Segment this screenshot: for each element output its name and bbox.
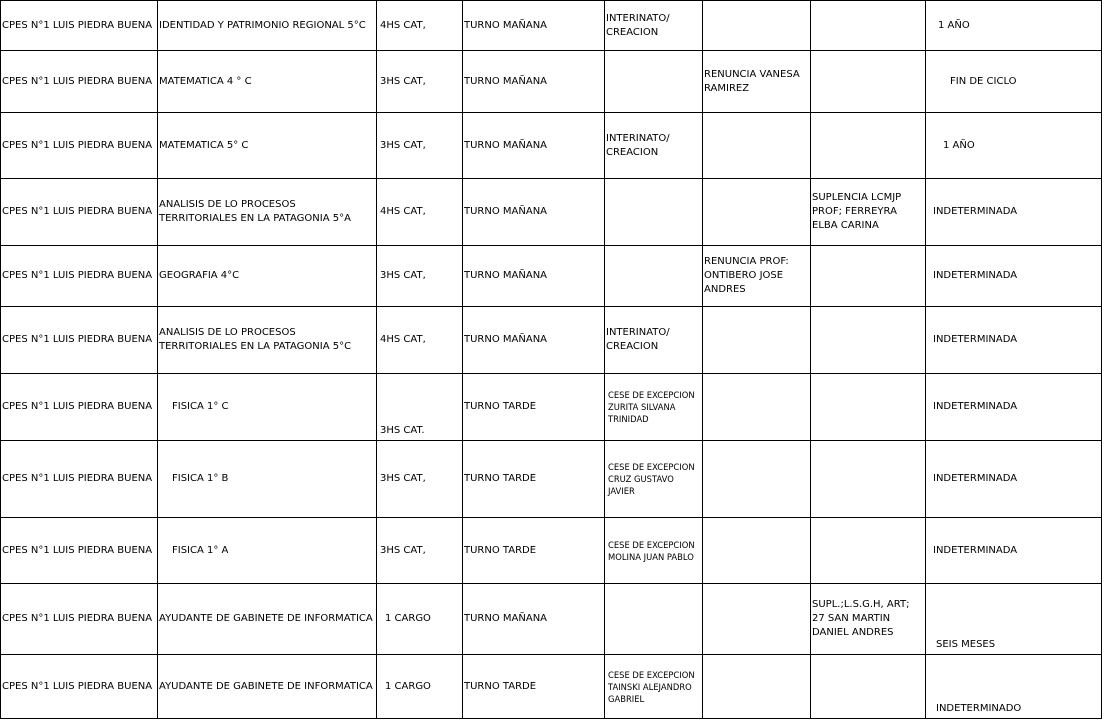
table-row <box>1 655 1102 719</box>
resignation-cell <box>703 655 811 719</box>
substitute-cell <box>811 1 926 51</box>
shift-cell: TURNO TARDE <box>463 441 605 518</box>
reason-cell: CESE DE EXCEPCION TAINSKI ALEJANDRO GABRIEL <box>605 655 703 719</box>
hours-cell: 4HS CAT, <box>377 179 463 246</box>
duration-cell: INDETERMINADA <box>926 246 1102 307</box>
resignation-cell: RENUNCIA VANESA RAMIREZ <box>703 51 811 113</box>
resignation-cell <box>703 518 811 584</box>
subject-cell: ANALISIS DE LO PROCESOS TERRITORIALES EN LA PATAGONIA 5°A <box>158 179 377 246</box>
subject-cell: FISICA 1° C <box>158 374 377 441</box>
shift-cell: TURNO MAÑANA <box>463 51 605 113</box>
subject-cell: MATEMATICA 4 ° C <box>158 51 377 113</box>
table-row <box>1 374 1102 441</box>
hours-cell: 4HS CAT, <box>377 1 463 51</box>
hours-cell: 3HS CAT, <box>377 113 463 179</box>
shift-cell: TURNO MAÑANA <box>463 246 605 307</box>
subject-cell: IDENTIDAD Y PATRIMONIO REGIONAL 5°C <box>158 1 377 51</box>
table-row <box>1 51 1102 113</box>
table-row <box>1 179 1102 246</box>
duration-cell: FIN DE CICLO <box>926 51 1102 113</box>
shift-cell: TURNO MAÑANA <box>463 1 605 51</box>
reason-cell: INTERINATO/ CREACION <box>605 307 703 374</box>
subject-cell: ANALISIS DE LO PROCESOS TERRITORIALES EN LA PATAGONIA 5°C <box>158 307 377 374</box>
resignation-cell <box>703 113 811 179</box>
duration-cell: SEIS MESES <box>926 584 1102 655</box>
hours-cell: 3HS CAT. <box>377 374 463 441</box>
school-cell: CPES N°1 LUIS PIEDRA BUENA <box>1 1 158 51</box>
substitute-cell: SUPLENCIA LCMJP PROF; FERREYRA ELBA CARINA <box>811 179 926 246</box>
shift-cell: TURNO MAÑANA <box>463 179 605 246</box>
table-row <box>1 307 1102 374</box>
substitute-cell <box>811 113 926 179</box>
duration-cell: INDETERMINADA <box>926 441 1102 518</box>
subject-cell: MATEMATICA 5° C <box>158 113 377 179</box>
school-cell: CPES N°1 LUIS PIEDRA BUENA <box>1 246 158 307</box>
reason-cell <box>605 51 703 113</box>
reason-cell <box>605 246 703 307</box>
duration-cell: INDETERMINADA <box>926 374 1102 441</box>
substitute-cell <box>811 246 926 307</box>
reason-cell: CESE DE EXCEPCION ZURITA SILVANA TRINIDAD <box>605 374 703 441</box>
shift-cell: TURNO MAÑANA <box>463 113 605 179</box>
resignation-cell <box>703 441 811 518</box>
hours-cell: 4HS CAT, <box>377 307 463 374</box>
duration-cell: 1 AÑO <box>926 113 1102 179</box>
reason-cell: CESE DE EXCEPCION MOLINA JUAN PABLO <box>605 518 703 584</box>
shift-cell: TURNO TARDE <box>463 374 605 441</box>
duration-cell: INDETERMINADA <box>926 518 1102 584</box>
table-row <box>1 518 1102 584</box>
subject-cell: AYUDANTE DE GABINETE DE INFORMATICA <box>158 655 377 719</box>
shift-cell: TURNO TARDE <box>463 518 605 584</box>
substitute-cell: SUPL.;L.S.G.H, ART; 27 SAN MARTIN DANIEL ANDRES <box>811 584 926 655</box>
shift-cell: TURNO TARDE <box>463 655 605 719</box>
table-row <box>1 113 1102 179</box>
school-cell: CPES N°1 LUIS PIEDRA BUENA <box>1 51 158 113</box>
reason-cell: CESE DE EXCEPCION CRUZ GUSTAVO JAVIER <box>605 441 703 518</box>
reason-cell <box>605 584 703 655</box>
duration-cell: INDETERMINADO <box>926 655 1102 719</box>
resignation-cell <box>703 1 811 51</box>
school-cell: CPES N°1 LUIS PIEDRA BUENA <box>1 518 158 584</box>
resignation-cell <box>703 307 811 374</box>
hours-cell: 3HS CAT, <box>377 246 463 307</box>
shift-cell: TURNO MAÑANA <box>463 307 605 374</box>
school-cell: CPES N°1 LUIS PIEDRA BUENA <box>1 655 158 719</box>
school-cell: CPES N°1 LUIS PIEDRA BUENA <box>1 441 158 518</box>
resignation-cell: RENUNCIA PROF: ONTIBERO JOSE ANDRES <box>703 246 811 307</box>
school-cell: CPES N°1 LUIS PIEDRA BUENA <box>1 179 158 246</box>
hours-cell: 3HS CAT, <box>377 518 463 584</box>
substitute-cell <box>811 374 926 441</box>
reason-cell <box>605 179 703 246</box>
table-row <box>1 246 1102 307</box>
table-row <box>1 584 1102 655</box>
hours-cell: 1 CARGO <box>377 584 463 655</box>
resignation-cell <box>703 374 811 441</box>
reason-cell: INTERINATO/ CREACION <box>605 113 703 179</box>
shift-cell: TURNO MAÑANA <box>463 584 605 655</box>
substitute-cell <box>811 307 926 374</box>
subject-cell: AYUDANTE DE GABINETE DE INFORMATICA <box>158 584 377 655</box>
table-row <box>1 1 1102 51</box>
resignation-cell <box>703 179 811 246</box>
school-cell: CPES N°1 LUIS PIEDRA BUENA <box>1 584 158 655</box>
school-cell: CPES N°1 LUIS PIEDRA BUENA <box>1 307 158 374</box>
hours-cell: 3HS CAT, <box>377 51 463 113</box>
substitute-cell <box>811 441 926 518</box>
school-cell: CPES N°1 LUIS PIEDRA BUENA <box>1 374 158 441</box>
school-cell: CPES N°1 LUIS PIEDRA BUENA <box>1 113 158 179</box>
reason-cell: INTERINATO/ CREACION <box>605 1 703 51</box>
subject-cell: FISICA 1° A <box>158 518 377 584</box>
table-row <box>1 441 1102 518</box>
duration-cell: 1 AÑO <box>926 1 1102 51</box>
duration-cell: INDETERMINADA <box>926 179 1102 246</box>
duration-cell: INDETERMINADA <box>926 307 1102 374</box>
hours-cell: 1 CARGO <box>377 655 463 719</box>
subject-cell: GEOGRAFIA 4°C <box>158 246 377 307</box>
subject-cell: FISICA 1° B <box>158 441 377 518</box>
hours-cell: 3HS CAT, <box>377 441 463 518</box>
resignation-cell <box>703 584 811 655</box>
substitute-cell <box>811 51 926 113</box>
substitute-cell <box>811 655 926 719</box>
substitute-cell <box>811 518 926 584</box>
